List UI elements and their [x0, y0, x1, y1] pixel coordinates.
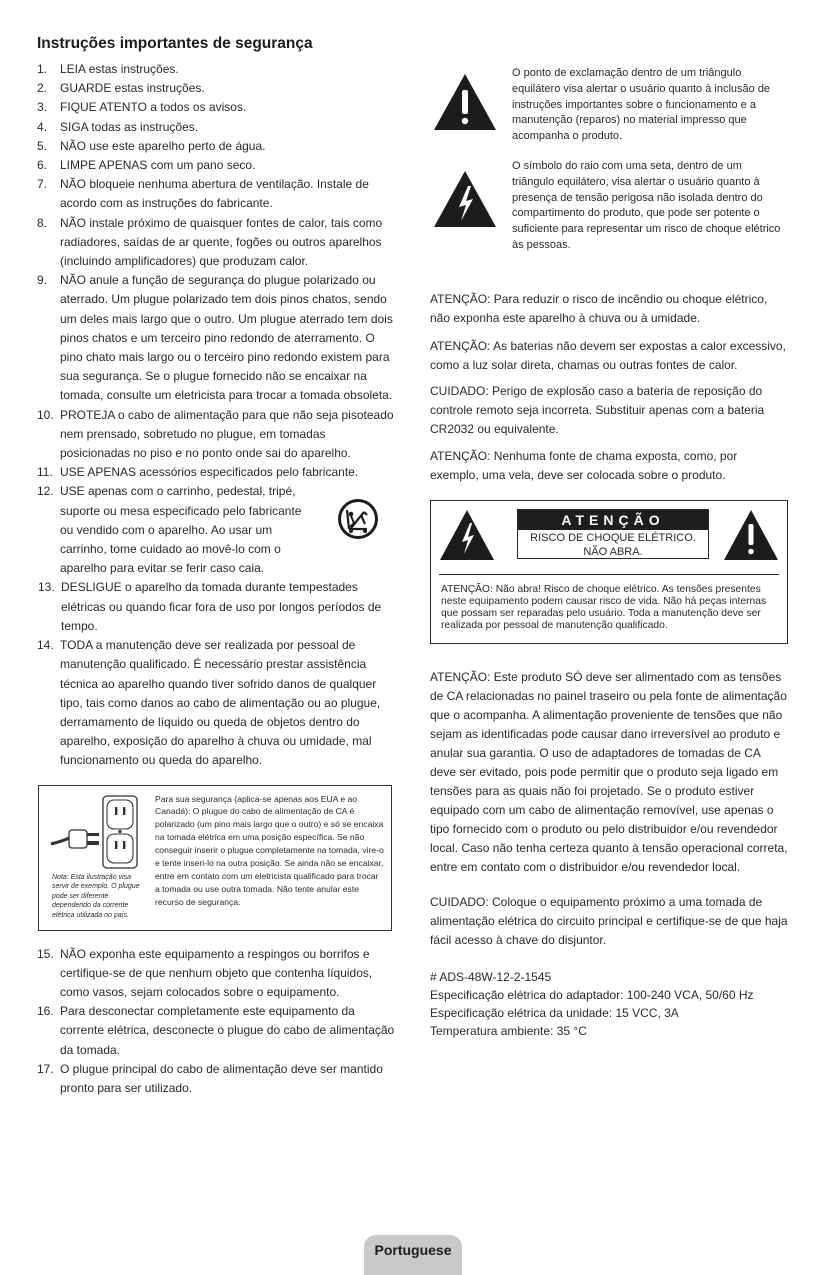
list-item: [37, 156, 397, 175]
item-text: USE apenas com o carrinho, pedestal, tripé, suporte ou mesa especificado pelo fabricante ou vendido com o aparelho. Ao usar um carrinho, tome cuidado ao movê-lo com o aparelho para evitar se ferir caso caia.: [60, 484, 302, 576]
exclamation-triangle-icon: [723, 509, 779, 561]
item-number: 14.: [37, 638, 54, 653]
lightning-triangle-icon: [439, 509, 495, 561]
item-number: 1.: [37, 62, 48, 76]
item-number: 8.: [37, 215, 48, 230]
item-number: 6.: [37, 158, 48, 173]
warning-rain: ATENÇÃO: Para reduzir o risco de incêndio ou choque elétrico, não exponha este aparelho à chuva ou à umidade.: [430, 292, 768, 325]
spec-temperature: Temperatura ambiente: 35 °C: [430, 1024, 587, 1038]
item-text: LIMPE APENAS com um pano seco.: [60, 158, 256, 173]
list-item: [37, 945, 397, 1003]
power-note: ATENÇÃO: Este produto SÓ deve ser alimentado com as tensões de CA relacionadas no painel traseiro ou pela fonte de alimentação que o acompanha. A alimentação proveniente de tensões que não sejam as identificadas pode causar dano irreversível ao produto e anular sua garantia. O uso de adaptadores de tomadas de CA deve ser evitado, pois pode permitir que o produto seja ligado em tensões para as quais não foi projetado. Se o produto estiver equipado com um cabo de alimentação removível, use apenas o tipo fornecido com o produto ou pelo distribuidor e/ou revendedor local. Caso não tenha certeza quanto à tensão operacional correta, entre em contato com o distribuidor e/ou revendedor local.: [430, 670, 788, 874]
item-text: PROTEJA o cabo de alimentação para que não seja pisoteado nem prensado, sobretudo no plugue, em tomadas posicionadas no piso e no ponto onde sai do aparelho.: [60, 407, 394, 461]
item-number: 13.: [38, 580, 55, 595]
item-number: 16.: [37, 1004, 54, 1019]
warning-batteries: ATENÇÃO: As baterias não devem ser expostas a calor excessivo, como a luz solar direta, chamas ou outras fontes de calor.: [430, 339, 786, 372]
exclamation-triangle-icon: [432, 72, 498, 132]
item-text: TODA a manutenção deve ser realizada por pessoal de manutenção qualificado. É necessário prestar assistência técnica ao aparelho quando tiver sofrido danos de qualquer tipo, tais como danos ao cabo de alimentação ou ao plugue, derramamento de líquido ou queda de objetos dentro do aparelho, exposição do aparelho à chuva ou umidade, mal funcionamento ou queda do aparelho.: [60, 638, 381, 768]
item-number: 4.: [37, 119, 48, 134]
language-tab: Portuguese: [364, 1235, 462, 1275]
plug-illustration-note: Nota: Esta ilustração visa servir de exemplo. O plugue pode ser diferente dependendo da corrente elétrica utilizada no país.: [52, 873, 140, 919]
shock-warning-box: [430, 500, 788, 644]
polarized-plug-box: [38, 785, 392, 931]
item-text: DESLIGUE o aparelho da tomada durante tempestades elétricas ou quando ficar fora de uso por longos períodos de tempo.: [61, 580, 382, 633]
item-number: 7.: [37, 177, 48, 192]
specs-block: [430, 968, 788, 1040]
list-item: [37, 214, 397, 272]
item-text: GUARDE estas instruções.: [60, 81, 205, 96]
item-text: USE APENAS acessórios especificados pelo fabricante.: [60, 465, 359, 480]
item-text: Para desconectar completamente este equipamento da corrente elétrica, desconecte o plugue do cabo de alimentação da tomada.: [60, 1004, 395, 1057]
caution-note: CUIDADO: Coloque o equipamento próximo a uma tomada de alimentação elétrica do circuito principal e certifique-se de que haja fácil acesso à chave do disjuntor.: [430, 895, 788, 947]
list-item: [37, 482, 397, 578]
plug-outlet-icon: [49, 794, 144, 874]
list-item: [37, 636, 397, 770]
lightning-symbol-text: O símbolo do raio com uma seta, dentro de um triângulo equilátero, visa alertar o usuário quanto à presença de tensão perigosa não isolada dentro do compartimento do produto, que pode ser potente o suficiente para representar um risco de choque elétrico às pessoas.: [512, 160, 781, 251]
list-item: [37, 175, 397, 213]
item-number: 5.: [37, 138, 48, 153]
item-number: 9.: [37, 273, 48, 288]
cart-warning-icon: [337, 498, 379, 540]
item-text: NÃO anule a função de segurança do plugue polarizado ou aterrado. Um plugue polarizado tem dois pinos chatos, sendo um deles mais largo que o outro. Um plugue aterrado tem dois pinos chatos e um terceiro pino redondo de aterramento. O pino chato mais largo ou o terceiro pino redondo existem para sua segurança. Se o plugue fornecido não se encaixar na tomada, consulte um eletricista para trocar a tomada obsoleta.: [60, 273, 393, 403]
item-text: NÃO instale próximo de quaisquer fontes de calor, tais como radiadores, saídas de ar quente, fogões ou outros aparelhos (incluindo amplificadores) que produzam calor.: [60, 215, 383, 269]
list-item: [38, 578, 397, 636]
exclamation-symbol-text: O ponto de exclamação dentro de um triângulo equilátero visa alertar o usuário quanto à inclusão de instruções importantes sobre o funcionamento e a manutenção (reparos) no material impresso que acompanha o produto.: [512, 67, 771, 143]
item-text: LEIA estas instruções.: [60, 62, 179, 76]
plug-safety-text: Para sua segurança (aplica-se apenas aos EUA e ao Canadá): O plugue do cabo de alimentação de CA é polarizado (um pino mais largo que o outro) e só se encaixa na tomada elétrica em uma posição específica. Se não conseguir inserir o plugue completamente na tomada, vire-o e tente inseri-lo na outra posição. Se ainda não se encaixar, entre em contato com um eletricista qualificado para trocar a tomada ou use outra tomada. Não tente anular este recurso de segurança.: [155, 793, 384, 907]
list-item: [37, 406, 397, 464]
list-item: [37, 98, 397, 117]
spec-unit: Especificação elétrica da unidade: 15 VCC, 3A: [430, 1006, 679, 1020]
item-text: NÃO exponha este equipamento a respingos ou borrifos e certifique-se de que nenhum objeto que contenha líquidos, como vasos, sejam colocados sobre o equipamento.: [60, 946, 373, 999]
item-number: 3.: [37, 100, 48, 115]
item-number: 2.: [37, 81, 48, 96]
list-item: [37, 60, 397, 79]
warning-body: ATENÇÃO: Não abra! Risco de choque elétrico. As tensões presentes neste equipamento podem causar risco de vida. Não há peças internas que possam ser reparadas pelo usuário. Toda a manutenção deve ser realizada por pessoal de manutenção qualificado.: [441, 584, 767, 631]
list-item: [37, 1002, 397, 1060]
warning-subtitle-2: NÃO ABRA.: [583, 546, 643, 558]
instructions-list: [37, 60, 397, 1098]
list-item: [37, 271, 397, 405]
spec-model: # ADS-48W-12-2-1545: [430, 970, 552, 984]
warning-label: [517, 509, 709, 559]
item-number: 12.: [37, 484, 54, 499]
item-number: 10.: [37, 407, 54, 422]
item-number: 11.: [37, 465, 53, 480]
item-text: O plugue principal do cabo de alimentação deve ser mantido pronto para ser utilizado.: [60, 1061, 383, 1095]
item-text: NÃO bloqueie nenhuma abertura de ventilação. Instale de acordo com as instruções do fabricante.: [60, 177, 369, 211]
spec-adapter: Especificação elétrica do adaptador: 100-240 VCA, 50/60 Hz: [430, 988, 754, 1002]
warning-remote-battery: CUIDADO: Perigo de explosão caso a bateria de reposição do controle remoto seja incorreta. Substituir apenas com a bateria CR2032 ou equivalente.: [430, 384, 765, 436]
item-number: 17.: [37, 1061, 54, 1076]
list-item: [37, 118, 397, 137]
page-title: Instruções importantes de segurança: [37, 35, 313, 52]
list-item: [37, 1060, 397, 1098]
warning-open-flame: ATENÇÃO: Nenhuma fonte de chama exposta, como, por exemplo, uma vela, deve ser colocada sobre o produto.: [430, 449, 738, 482]
warning-subtitle-1: RISCO DE CHOQUE ELÉTRICO.: [530, 532, 696, 544]
lightning-triangle-icon: [432, 169, 498, 229]
item-text: SIGA todas as instruções.: [60, 119, 199, 134]
item-text: NÃO use este aparelho perto de água.: [60, 138, 266, 153]
list-item: [37, 463, 397, 482]
item-text: FIQUE ATENTO a todos os avisos.: [60, 100, 247, 115]
warning-title: ATENÇÃO: [518, 510, 708, 530]
divider: [439, 574, 779, 575]
list-item: [37, 79, 397, 98]
list-item: [37, 137, 397, 156]
item-number: 15.: [37, 946, 54, 961]
